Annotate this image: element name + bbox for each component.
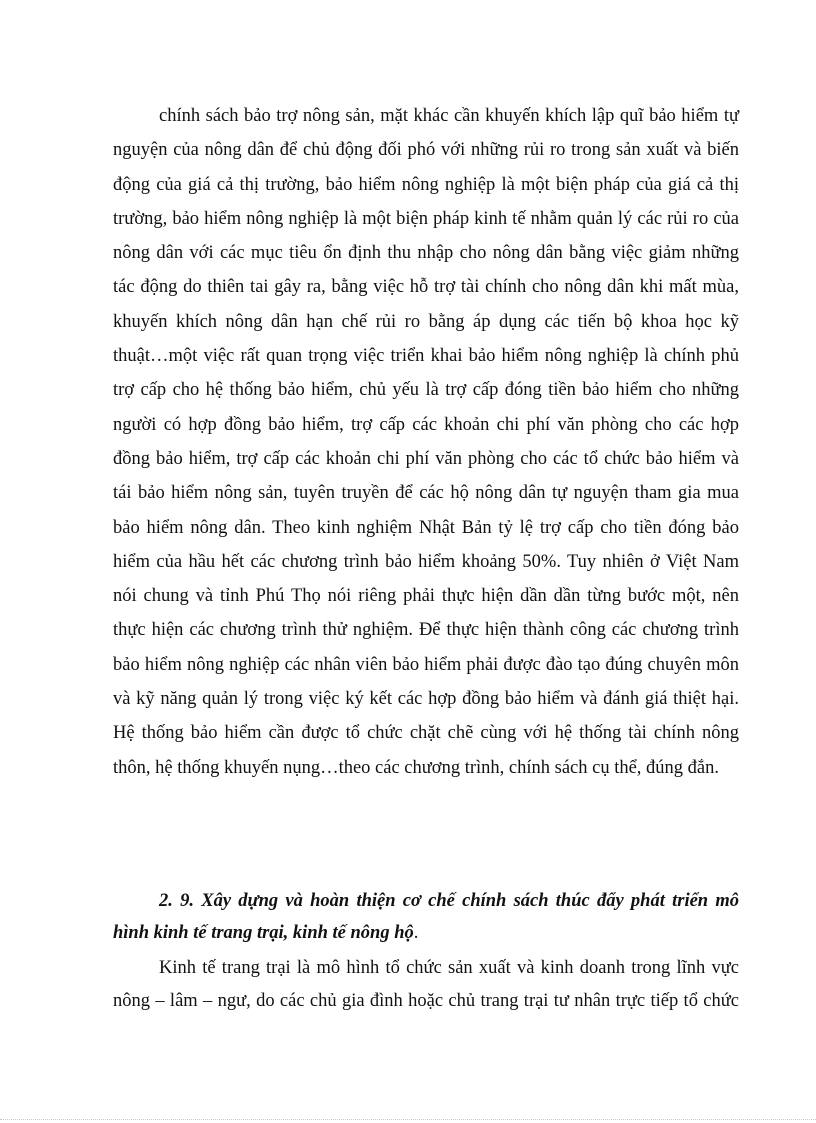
body-paragraph-insurance <box>113 99 739 785</box>
paragraph-line: tái bảo hiểm nông sản, tuyên truyền để các hộ nông dân tự nguyện tham gia mua <box>113 483 739 504</box>
body-paragraph-farm-economy <box>113 952 739 1018</box>
paragraph-line: Hệ thống bảo hiểm cần được tổ chức chặt chẽ cùng với hệ thống tài chính nông <box>113 723 739 744</box>
paragraph-line: tác động do thiên tai gây ra, bằng việc hỗ trợ tài chính cho nông dân khi mất mùa, <box>113 277 739 298</box>
paragraph-line: nói chung và tỉnh Phú Thọ nói riêng phải thực hiện dần dần từng bước một, nên <box>113 586 739 607</box>
paragraph-line: nguyện của nông dân để chủ động đối phó với những rủi ro trong sản xuất và biến <box>113 140 739 161</box>
section-heading-line-1: 2. 9. Xây dựng và hoàn thiện cơ chế chính sách thúc đẩy phát triển mô <box>159 891 739 911</box>
section-heading-period: . <box>413 923 419 943</box>
section-heading <box>113 885 739 949</box>
paragraph-line: người có hợp đồng bảo hiểm, trợ cấp các khoản chi phí văn phòng cho các hợp <box>113 414 739 435</box>
paragraph-line: khuyến khích nông dân hạn chế rủi ro bằng áp dụng các tiến bộ khoa học kỹ <box>113 311 739 332</box>
paragraph-line: trợ cấp cho hệ thống bảo hiểm, chủ yếu là trợ cấp đóng tiền bảo hiểm cho những <box>113 380 739 401</box>
paragraph-line: thực hiện các chương trình thử nghiệm. Để thực hiện thành công các chương trình <box>113 620 739 641</box>
section-heading-line-2-text: hình kinh tế trang trại, kinh tế nông hộ <box>113 923 414 943</box>
paragraph-line: bảo hiểm nông dân. Theo kinh nghiệm Nhật Bản tỷ lệ trợ cấp cho tiền đóng bảo <box>113 517 739 538</box>
paragraph-line: nông dân với các mục tiêu ổn định thu nhập cho nông dân bằng việc giảm những <box>113 243 739 264</box>
paragraph-line: động của giá cả thị trường, bảo hiểm nông nghiệp là một biện pháp của giá cả thị <box>113 174 739 195</box>
paragraph-line: đồng bảo hiểm, trợ cấp các khoản chi phí văn phòng cho các tổ chức bảo hiểm và <box>113 448 739 469</box>
paragraph-line: chính sách bảo trợ nông sản, mặt khác cần khuyến khích lập quĩ bảo hiểm tự <box>159 106 739 126</box>
paragraph-line: thuật…một việc rất quan trọng việc triển khai bảo hiểm nông nghiệp là chính phủ <box>113 346 739 367</box>
page-bottom-divider <box>0 1119 816 1120</box>
paragraph-line: thôn, hệ thống khuyến nụng…theo các chương trình, chính sách cụ thể, đúng đắn. <box>113 757 720 778</box>
paragraph-line: nông – lâm – ngư, do các chủ gia đình hoặc chủ trang trại tư nhân trực tiếp tổ chức <box>113 991 739 1011</box>
paragraph-line: bảo hiểm nông nghiệp các nhân viên bảo hiểm phải được đào tạo đúng chuyên môn <box>113 654 739 675</box>
paragraph-line: Kinh tế trang trại là mô hình tổ chức sản xuất và kinh doanh trong lĩnh vực <box>159 958 739 978</box>
paragraph-line: hiểm của hầu hết các chương trình bảo hiểm khoảng 50%. Tuy nhiên ở Việt Nam <box>113 551 739 572</box>
section-heading-line-2 <box>113 917 739 949</box>
paragraph-line: và kỹ năng quản lý trong việc ký kết các hợp đồng bảo hiểm và đánh giá thiệt hại. <box>113 689 739 710</box>
paragraph-line: trường, bảo hiểm nông nghiệp là một biện pháp kinh tế nhằm quản lý các rủi ro của <box>113 208 739 229</box>
